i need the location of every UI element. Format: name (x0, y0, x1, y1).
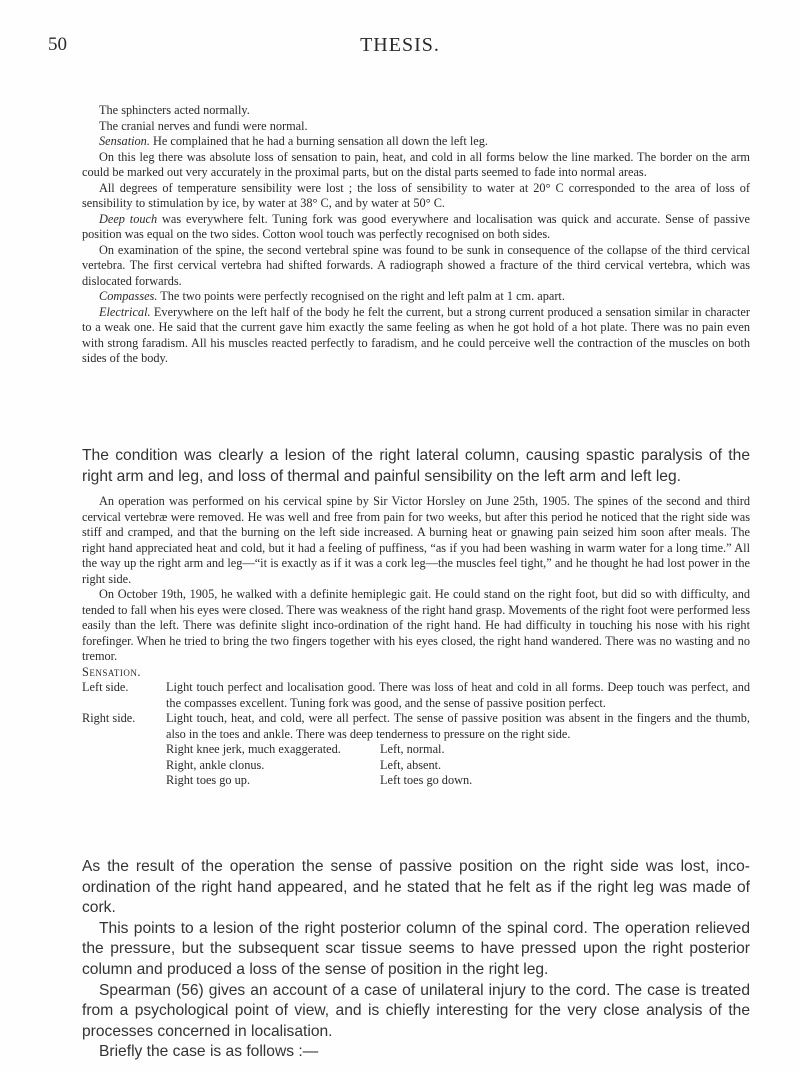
paragraph: The cranial nerves and fundi were normal. (99, 118, 308, 133)
reflex-findings (166, 742, 750, 789)
case-notes-block-2 (82, 494, 750, 789)
finding-right: Right knee jerk, much exaggerated. (166, 742, 341, 756)
finding-row (166, 773, 750, 789)
side-label: Left side. (82, 680, 129, 694)
paragraph: Spearman (56) gives an account of a case of unilateral injury to the cord. The case is treated from a psychological point of view, and is chiefly interesting for the very close analysis of the processes concerned in localisation. (82, 981, 750, 1040)
paragraph-label: Deep touch (99, 211, 158, 226)
case-notes-block-1 (82, 103, 750, 367)
paragraph: The condition was clearly a lesion of the right lateral column, causing spastic paralysis of the right arm and leg, and loss of thermal and painful sensibility on the left arm and left leg. (82, 447, 750, 485)
conclusion-block-2 (82, 857, 750, 1063)
paragraph: Briefly the case is as follows :— (99, 1043, 319, 1061)
paragraph-label: Sensation. (99, 134, 150, 148)
paragraph: The sphincters acted normally. (99, 103, 250, 117)
page-number: 50 (48, 34, 67, 55)
paragraph-label: Compasses. (99, 289, 158, 303)
paragraph: On this leg there was absolute loss of sensation to pain, heat, and cold in all forms below the line marked. The border on the arm could be marked out very accurately in the proximal parts, but on the distal parts seemed to fade into normal areas. (82, 149, 750, 179)
sensation-right-side (82, 711, 750, 742)
side-text: Light touch perfect and localisation good. There was loss of heat and cold in all forms. Deep touch was perfect, and the compasses excellent. Tuning fork was good, and the sense of passive position perfect. (166, 680, 750, 710)
finding-left: Left, normal. (380, 742, 445, 756)
side-text: Light touch, heat, and cold, were all perfect. The sense of passive position was absent in the fingers and the thumb, also in the toes and ankle. There was deep tenderness to pressure on the right side. (166, 711, 750, 741)
paragraph-label: Electrical. (99, 304, 151, 319)
paragraph: Electrical. Everywhere on the left half of the body he felt the current, but a strong current produced a sensation similar in character to a weak one. He said that the current gave him exactly the same feeling as when he got hold of a hot plate. There was no pain even with strong faradism. All his muscles reacted perfectly to faradism, and he could perceive well the contraction of the muscles on both sides of the body. (82, 304, 750, 365)
running-title: THESIS. (360, 34, 440, 56)
paragraph: Deep touch was everywhere felt. Tuning fork was good everywhere and localisation was quick and accurate. Sense of passive position was equal on the two sides. Cotton wool touch was perfectly recognised on both sides. (82, 211, 750, 241)
paragraph: As the result of the operation the sense of passive position on the right side was lost, inco-ordination of the right hand appeared, and he stated that he felt as if the right leg was made of cork. (82, 858, 750, 917)
sensation-left-side (82, 680, 750, 711)
finding-left: Left, absent. (380, 757, 442, 772)
paragraph: On October 19th, 1905, he walked with a definite hemiplegic gait. He could stand on the right foot, but did so with difficulty, and tended to fall when his eyes were closed. There was weakness of the right hand grasp. Movements of the right foot were performed less easily than the left. There was definite slight inco-ordination of the right hand. He had difficulty in touching his nose with his right forefinger. When he tried to bring the two fingers together with his eyes closed, the right hand wandered. There was no wasting and no tremor. (82, 587, 750, 663)
paragraph: An operation was performed on his cervical spine by Sir Victor Horsley on June 25th, 1905. The spines of the second and third cervical vertebræ were removed. He was well and free from pain for two weeks, but after this period he noticed that the right side was stiff and cramped, and that the burning on the left side increased. A burning heat or gnawing pain seized him soon after meals. The right hand appreciated heat and cold, but it had a feeling of puffiness, “as if you had been washing in warm water for a long time.” All the way up the right arm and leg—“it is exactly as if it was a cork leg—the muscles feel tight,” and he thought he had lost power in the right side. (82, 494, 750, 586)
side-label: Right side. (82, 711, 136, 725)
finding-left: Left toes go down. (380, 773, 473, 787)
sensation-heading: Sensation. (82, 664, 141, 679)
paragraph: This points to a lesion of the right posterior column of the spinal cord. The operation relieved the pressure, but the subsequent scar tissue seems to have pressed upon the right posterior column and produced a loss of the sense of position in the right leg. (82, 919, 750, 978)
paragraph: Sensation. He complained that he had a burning sensation all down the left leg. (99, 134, 488, 148)
paragraph: On examination of the spine, the second vertebral spine was found to be sunk in consequence of the collapse of the third cervical vertebra. The first cervical vertebra had shifted forwards. A radiograph showed a fracture of the third cervical vertebra, which was dislocated forwards. (82, 242, 750, 288)
finding-row (166, 742, 750, 758)
paragraph: Compasses. The two points were perfectly recognised on the right and left palm at 1 cm. apart. (99, 289, 565, 303)
paragraph: All degrees of temperature sensibility were lost ; the loss of sensibility to water at 20° C corresponded to the area of loss of sensibility to stimulation by ice, by water at 38° C, and by water at 50° C. (82, 180, 750, 210)
finding-right: Right, ankle clonus. (166, 757, 265, 772)
finding-right: Right toes go up. (166, 773, 251, 787)
conclusion-paragraph-1 (82, 446, 750, 487)
page-header (48, 34, 752, 64)
finding-row (166, 758, 750, 774)
